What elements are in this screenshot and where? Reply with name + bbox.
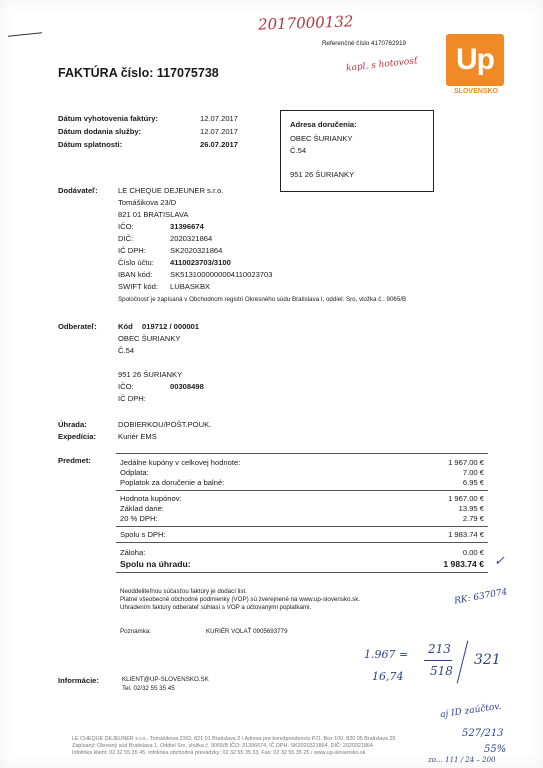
items-mid-rule	[116, 490, 488, 491]
customer-icdph-key: IČ DPH:	[118, 394, 146, 403]
logo-subtitle: SLOVENSKO	[454, 88, 498, 95]
handwritten-percent: 55%	[484, 744, 507, 755]
item-fee-amount: 7.00 €	[462, 468, 484, 477]
reference-number: Referenčné číslo 4170762919	[322, 40, 407, 47]
handwritten-id-note: aj ID zaúčtov.	[439, 701, 502, 721]
supplier-registry: Spoločnosť je zapísaná v Obchodnom registri Okresného súdu Bratislava I, oddiel: Sro, vložka č.: 9065/B	[118, 296, 407, 303]
up-logo: Up	[446, 34, 504, 86]
delivery-line3: 951 26 ŠURIANKY	[290, 170, 355, 179]
handwritten-underline	[424, 660, 452, 661]
footer-line2: Zapísaný: Okresný súd Bratislava 1, Oddiel Sro, vložka č. 9065/B IČO: 31396674, IČ DPH: SK2020321864, DIČ: 2020321864	[72, 743, 373, 749]
date-due-value: 26.07.2017	[200, 140, 239, 149]
amount-due-label: Spolu na úhradu:	[120, 559, 191, 569]
handwritten-bottom-note: zo… 111 / 24 – 200	[428, 756, 496, 764]
item-fee-desc: Odplata:	[120, 468, 149, 477]
customer-city: 951 26 ŠURIANKY	[118, 370, 183, 379]
payment-label: Úhrada:	[58, 420, 87, 429]
date-issue-label: Dátum vyhotovenia faktúry:	[58, 114, 159, 123]
supplier-account-key: Číslo účtu:	[118, 258, 154, 267]
info-phone: Tel. 02/32 55 35 45	[122, 685, 175, 692]
supplier-icdph-value: SK2020321864	[170, 246, 223, 255]
supplier-ico-key: IČO:	[118, 222, 134, 231]
deposit-value: 0.00 €	[462, 548, 484, 557]
summary-base-desc: Základ dane:	[120, 504, 164, 513]
customer-street: Č.54	[118, 346, 135, 355]
supplier-city: 821 01 BRATISLAVA	[118, 210, 189, 219]
handwritten-fraction: 527/213	[462, 728, 504, 739]
pen-stroke	[8, 32, 42, 37]
delivery-line2: Č.54	[290, 146, 307, 155]
supplier-dic-value: 2020321864	[170, 234, 213, 243]
date-due-label: Dátum splatnosti:	[58, 140, 123, 149]
note-line3: Uhradením faktúry odberateľ súhlasí s VOP a účtovanými poplatkami.	[120, 604, 312, 611]
customer-name: OBEC ŠURIANKY	[118, 334, 181, 343]
delivery-line1: OBEC ŠURIANKY	[290, 134, 353, 143]
item-coupons-amount: 1 967.00 €	[448, 458, 484, 467]
remark-label: Poznámka:	[120, 628, 151, 635]
supplier-ico-value: 31396674	[170, 222, 204, 231]
note-line1: Neoddeliteľnou súčasťou faktúry je dodací list.	[120, 588, 247, 595]
handwritten-kapl-note: kapl. s hotovosť	[345, 56, 418, 74]
supplier-iban-value: SK5131000000004110023703	[170, 270, 273, 279]
summary-coupons-amount: 1 967.00 €	[448, 494, 484, 503]
info-email: KLIENT@UP-SLOVENSKO.SK	[122, 676, 209, 683]
supplier-label: Dodávateľ:	[58, 186, 98, 195]
customer-code-label: Kód	[118, 322, 133, 331]
shipping-label: Expedícia:	[58, 432, 96, 441]
supplier-street: Tomášikova 23/D	[118, 198, 177, 207]
total-with-vat-label: Spolu s DPH:	[120, 530, 166, 539]
items-deposit-rule	[116, 542, 488, 543]
handwritten-calc-b1: 213	[428, 642, 451, 656]
item-coupons-desc: Jedálne kupóny v celkovej hodnote:	[120, 458, 241, 467]
customer-label: Odberateľ:	[58, 322, 97, 331]
summary-vat-amount: 2.79 €	[462, 514, 484, 523]
handwritten-calc-a2: 16,74	[372, 670, 404, 683]
supplier-icdph-key: IČ DPH:	[118, 246, 146, 255]
supplier-swift-value: LUBASKBX	[170, 282, 211, 291]
items-label: Predmet:	[58, 456, 91, 465]
summary-coupons-desc: Hodnota kupónov:	[120, 494, 182, 503]
footer-line1: LE CHEQUE DEJEUNER s.r.o., Tomášikova 23/D, 821 01 Bratislava 2 / Adresa pre korešpondenciu P.O. Box 100, 820 05 Bratislava 25	[72, 736, 396, 742]
amount-due-value: 1 983.74 €	[443, 559, 484, 569]
supplier-name: LE CHEQUE DEJEUNER s.r.o.	[118, 186, 224, 195]
supplier-account-value: 4110023703/3100	[170, 258, 231, 267]
payment-value: DOBIERKOU/POŠT.POUK.	[118, 420, 212, 429]
summary-vat-desc: 20 % DPH:	[120, 514, 158, 523]
note-line2: Platné všeobecné obchodné podmienky (VOP) sú zverejnené na www.up-slovensko.sk.	[120, 596, 361, 603]
shipping-value: Kuriér EMS	[118, 432, 157, 441]
date-issue-value: 12.07.2017	[200, 114, 239, 123]
item-delivery-amount: 6.95 €	[462, 478, 484, 487]
customer-code: 019712 / 000001	[142, 322, 200, 331]
items-sum-rule	[116, 526, 488, 527]
supplier-dic-key: DIČ:	[118, 234, 134, 243]
date-service-label: Dátum dodania služby:	[58, 127, 142, 136]
footer-line3: Infolinka klient: 02 32 55 35 45, Infolinka obchodná prevádzky: 02 32 55 35 33, Fax: 02 32 55 35 25 / www.up-slovensko.sk	[72, 750, 366, 756]
invoice-title: FAKTÚRA číslo: 117075738	[58, 66, 219, 80]
handwritten-number: 2017000132	[257, 12, 354, 34]
supplier-iban-key: IBAN kód:	[118, 270, 153, 279]
date-service-value: 12.07.2017	[200, 127, 239, 136]
summary-base-amount: 13.95 €	[458, 504, 484, 513]
handwritten-rk-note: RK: 637074	[453, 587, 509, 607]
handwritten-calc-a1: 1.967 =	[364, 648, 409, 661]
deposit-label: Záloha:	[120, 548, 146, 557]
total-with-vat-value: 1 983.74 €	[448, 530, 484, 539]
handwritten-calc-b2: 518	[430, 664, 453, 678]
items-bottom-rule	[116, 572, 488, 573]
remark-value: KURIÉR VOLAŤ 0905693779	[206, 628, 288, 635]
handwritten-calc-c: 321	[474, 652, 501, 668]
item-delivery-desc: Poplatok za doručenie a balné:	[120, 478, 225, 487]
supplier-swift-key: SWIFT kód:	[118, 282, 158, 291]
items-top-rule	[116, 453, 488, 454]
delivery-title: Adresa doručenia:	[290, 120, 357, 129]
handwritten-check: ✓	[494, 554, 505, 569]
customer-ico-value: 00308498	[170, 382, 204, 391]
handwritten-slash	[457, 641, 469, 684]
customer-ico-key: IČO:	[118, 382, 134, 391]
info-label: Informácie:	[58, 676, 99, 685]
